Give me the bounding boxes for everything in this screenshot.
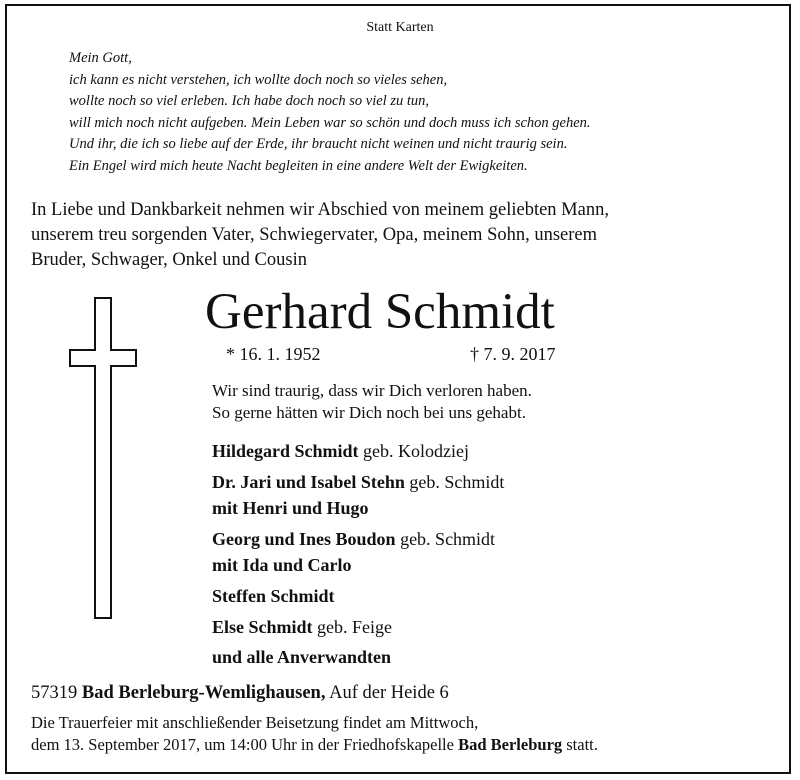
cross-icon xyxy=(68,296,138,620)
intro-text xyxy=(31,198,609,273)
family-member: mit Henri und Hugo xyxy=(212,498,369,518)
poem-line: Mein Gott, xyxy=(69,50,132,66)
intro-line: Bruder, Schwager, Onkel und Cousin xyxy=(31,250,307,270)
poem xyxy=(69,48,591,177)
family-member: Hildegard Schmidt geb. Kolodziej xyxy=(212,441,469,461)
poem-line: wollte noch so viel erleben. Ich habe doch noch so viel zu tun, xyxy=(69,93,429,109)
header-statt-karten: Statt Karten xyxy=(366,20,434,35)
ceremony-line: Die Trauerfeier mit anschließender Beisetzung findet am Mittwoch, xyxy=(31,713,479,732)
family-member: Else Schmidt geb. Feige xyxy=(212,617,392,637)
ceremony-info xyxy=(31,712,598,756)
death-date: † 7. 9. 2017 xyxy=(470,344,556,364)
poem-line: Und ihr, die ich so liebe auf der Erde, ihr braucht nicht weinen und nicht traurig sein. xyxy=(69,136,568,152)
intro-line: In Liebe und Dankbarkeit nehmen wir Abschied von meinem geliebten Mann, xyxy=(31,200,609,220)
deceased-name: Gerhard Schmidt xyxy=(205,284,555,340)
family-member: Georg und Ines Boudon geb. Schmidt xyxy=(212,529,496,549)
mourning-line: Wir sind traurig, dass wir Dich verloren haben. xyxy=(212,381,532,400)
intro-line: unserem treu sorgenden Vater, Schwiegervater, Opa, meinem Sohn, unserem xyxy=(31,225,598,245)
ceremony-line: dem 13. September 2017, um 14:00 Uhr in der Friedhofskapelle Bad Berleburg statt. xyxy=(31,735,598,754)
family-member: mit Ida und Carlo xyxy=(212,555,352,575)
family-member: Steffen Schmidt xyxy=(212,586,335,606)
poem-line: will mich noch nicht aufgeben. Mein Leben war so schön und doch muss ich schon gehen. xyxy=(69,114,591,131)
mourning-text xyxy=(212,380,532,424)
poem-line: ich kann es nicht verstehen, ich wollte doch noch so vieles sehen, xyxy=(69,71,448,88)
birth-date: * 16. 1. 1952 xyxy=(226,344,321,364)
address: 57319 Bad Berleburg-Wemlighausen, Auf der Heide 6 xyxy=(31,683,449,703)
family-member: Dr. Jari und Isabel Stehn geb. Schmidt xyxy=(212,472,505,492)
family-member: und alle Anverwandten xyxy=(212,647,392,667)
poem-line: Ein Engel wird mich heute Nacht begleiten in eine andere Welt der Ewigkeiten. xyxy=(69,157,528,174)
mourning-line: So gerne hätten wir Dich noch bei uns gehabt. xyxy=(212,403,526,422)
